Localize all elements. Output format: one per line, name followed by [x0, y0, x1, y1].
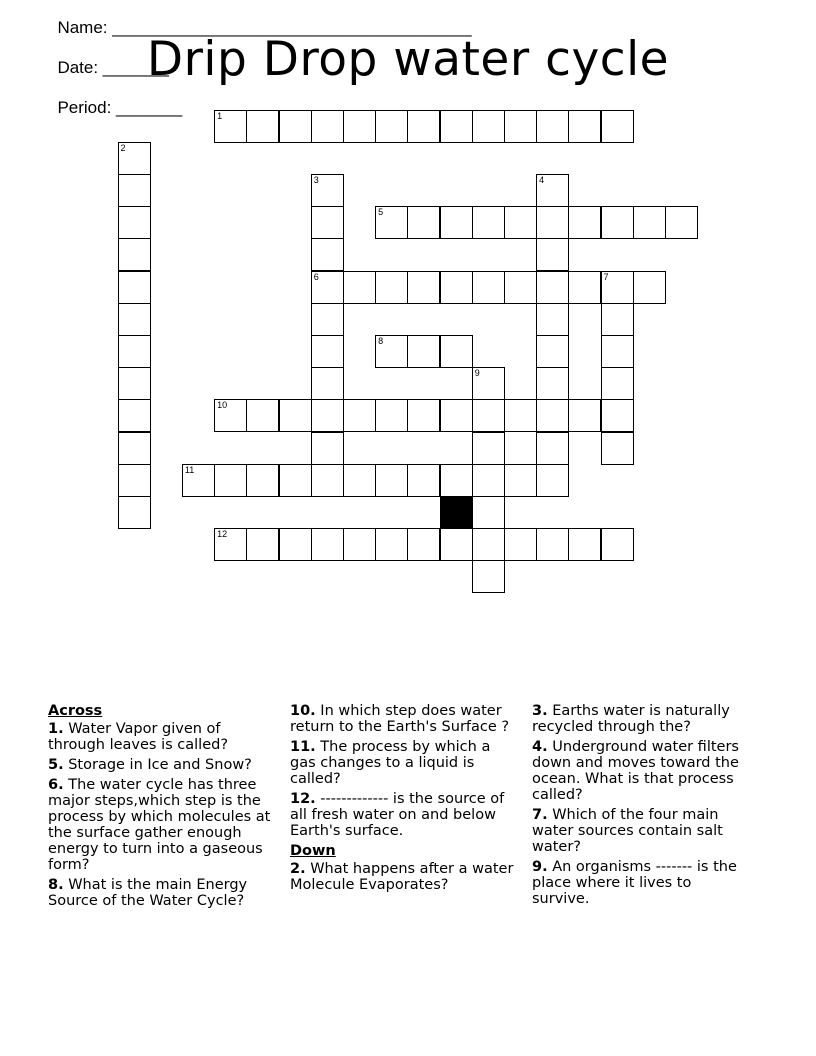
answer-square[interactable] — [568, 399, 601, 432]
clue-number: 9. — [532, 859, 548, 875]
answer-square[interactable] — [375, 271, 408, 304]
answer-square[interactable] — [633, 271, 666, 304]
answer-square[interactable] — [504, 206, 537, 239]
answer-square[interactable] — [601, 432, 634, 465]
answer-square[interactable] — [118, 271, 151, 304]
answer-square[interactable] — [343, 528, 376, 561]
answer-square[interactable] — [118, 142, 151, 175]
answer-square[interactable] — [118, 174, 151, 207]
answer-square[interactable] — [601, 303, 634, 336]
clue-text: Earths water is naturally recycled through the? — [532, 703, 730, 735]
clue-number: 5. — [48, 757, 64, 773]
clue-number-label: 10 — [217, 400, 228, 411]
clue-text: Water Vapor given of through leaves is called? — [48, 721, 229, 753]
answer-square[interactable] — [246, 528, 279, 561]
clue-number: 2. — [290, 861, 306, 877]
answer-square[interactable] — [601, 206, 634, 239]
clue-text: The water cycle has three major steps,which step is the process by which molecules at the surface gather enough energy to turn into a gaseous form? — [48, 777, 271, 873]
answer-square[interactable] — [279, 464, 312, 497]
answer-square[interactable] — [375, 335, 408, 368]
answer-square[interactable] — [246, 399, 279, 432]
clue-down-3 — [532, 703, 747, 735]
clue-number: 11. — [290, 739, 316, 755]
clue-across-12 — [290, 791, 515, 839]
clue-number-label: 11 — [184, 464, 195, 475]
answer-square[interactable] — [472, 560, 505, 593]
clue-text: What happens after a water Molecule Evaporates? — [290, 861, 514, 893]
answer-square[interactable] — [440, 335, 473, 368]
answer-square[interactable] — [472, 432, 505, 465]
answer-square[interactable] — [536, 432, 569, 465]
answer-square[interactable] — [118, 206, 151, 239]
answer-square[interactable] — [536, 206, 569, 239]
clue-number-label: 3 — [313, 174, 319, 185]
answer-square[interactable] — [536, 174, 569, 207]
clue-across-5 — [48, 757, 280, 773]
clue-down-9 — [532, 859, 747, 907]
name-field-label: Name: ______________________________________ — [57, 18, 472, 37]
answer-square[interactable] — [601, 335, 634, 368]
answer-square[interactable] — [311, 303, 344, 336]
clue-text: The process by which a gas changes to a liquid is called? — [290, 739, 491, 787]
answer-square[interactable] — [375, 110, 408, 143]
answer-square[interactable] — [504, 528, 537, 561]
clue-across-10 — [290, 703, 515, 735]
clue-number-label: 5 — [378, 207, 384, 218]
answer-square[interactable] — [375, 528, 408, 561]
clue-down-4 — [532, 739, 747, 803]
clue-across-11 — [290, 739, 515, 787]
answer-square[interactable] — [214, 528, 247, 561]
answer-square[interactable] — [536, 464, 569, 497]
answer-square[interactable] — [214, 464, 247, 497]
clue-number: 7. — [532, 807, 548, 823]
clues-column-2 — [290, 703, 515, 897]
answer-square[interactable] — [601, 528, 634, 561]
answer-square[interactable] — [118, 432, 151, 465]
answer-square[interactable] — [536, 110, 569, 143]
answer-square[interactable] — [440, 528, 473, 561]
answer-square[interactable] — [279, 399, 312, 432]
answer-square[interactable] — [311, 238, 344, 271]
answer-square[interactable] — [311, 432, 344, 465]
answer-square[interactable] — [504, 464, 537, 497]
clue-number: 4. — [532, 739, 548, 755]
clue-down-2 — [290, 861, 515, 893]
answer-square[interactable] — [440, 399, 473, 432]
answer-square[interactable] — [311, 367, 344, 400]
clue-number: 3. — [532, 703, 548, 719]
answer-square[interactable] — [472, 206, 505, 239]
answer-square[interactable] — [311, 335, 344, 368]
answer-square[interactable] — [343, 399, 376, 432]
answer-square[interactable] — [407, 528, 440, 561]
clue-text: ------------- is the source of all fresh water on and below Earth's surface. — [290, 791, 505, 839]
answer-square[interactable] — [311, 464, 344, 497]
answer-square[interactable] — [472, 367, 505, 400]
answer-square[interactable] — [601, 367, 634, 400]
clue-down-7 — [532, 807, 747, 855]
answer-square[interactable] — [536, 303, 569, 336]
answer-square[interactable] — [311, 174, 344, 207]
answer-square[interactable] — [472, 271, 505, 304]
answer-square[interactable] — [536, 238, 569, 271]
answer-square[interactable] — [214, 110, 247, 143]
answer-square[interactable] — [568, 528, 601, 561]
answer-square[interactable] — [407, 399, 440, 432]
answer-square[interactable] — [504, 271, 537, 304]
clue-number-label: 7 — [603, 271, 609, 282]
answer-square[interactable] — [536, 399, 569, 432]
clue-number: 10. — [290, 703, 316, 719]
date-field-label: Date: _______ — [57, 58, 169, 77]
answer-square[interactable] — [375, 399, 408, 432]
clue-number-label: 4 — [539, 174, 545, 185]
answer-square[interactable] — [601, 110, 634, 143]
answer-square[interactable] — [118, 303, 151, 336]
clue-number-label: 9 — [474, 368, 480, 379]
answer-square[interactable] — [601, 271, 634, 304]
answer-square[interactable] — [279, 528, 312, 561]
answer-square[interactable] — [118, 367, 151, 400]
clue-number-label: 8 — [378, 335, 384, 346]
clues-column-1 — [48, 703, 280, 913]
answer-square[interactable] — [407, 206, 440, 239]
answer-square[interactable] — [536, 528, 569, 561]
answer-square[interactable] — [182, 464, 215, 497]
answer-square[interactable] — [343, 110, 376, 143]
answer-square[interactable] — [311, 206, 344, 239]
clue-across-1 — [48, 721, 280, 753]
answer-square[interactable] — [118, 496, 151, 529]
answer-square[interactable] — [407, 464, 440, 497]
down-heading: Down — [290, 843, 336, 859]
clue-text: Which of the four main water sources contain salt water? — [532, 807, 723, 855]
answer-square[interactable] — [536, 271, 569, 304]
clue-across-8 — [48, 877, 280, 909]
answer-square[interactable] — [440, 110, 473, 143]
answer-square[interactable] — [504, 399, 537, 432]
answer-square[interactable] — [440, 271, 473, 304]
clue-number-label: 2 — [120, 142, 126, 153]
answer-square[interactable] — [118, 399, 151, 432]
clue-number-label: 1 — [217, 110, 223, 121]
answer-square[interactable] — [214, 399, 247, 432]
answer-square[interactable] — [472, 464, 505, 497]
clue-text: Underground water filters down and moves toward the ocean. What is that process called? — [532, 739, 739, 803]
answer-square[interactable] — [246, 464, 279, 497]
clue-number: 12. — [290, 791, 316, 807]
answer-square[interactable] — [279, 110, 312, 143]
answer-square[interactable] — [601, 399, 634, 432]
answer-square[interactable] — [118, 464, 151, 497]
answer-square[interactable] — [375, 206, 408, 239]
answer-square[interactable] — [665, 206, 698, 239]
clue-number: 6. — [48, 777, 64, 793]
answer-square[interactable] — [536, 367, 569, 400]
clue-number: 8. — [48, 877, 64, 893]
across-heading: Across — [48, 703, 103, 719]
answer-square[interactable] — [568, 206, 601, 239]
clue-text: In which step does water return to the Earth's Surface ? — [290, 703, 510, 735]
answer-square[interactable] — [118, 238, 151, 271]
answer-square[interactable] — [568, 271, 601, 304]
answer-square[interactable] — [504, 110, 537, 143]
answer-square[interactable] — [311, 528, 344, 561]
answer-square[interactable] — [407, 110, 440, 143]
answer-square[interactable] — [440, 464, 473, 497]
answer-square[interactable] — [311, 399, 344, 432]
answer-square[interactable] — [472, 399, 505, 432]
clue-number-label: 6 — [313, 271, 319, 282]
period-field-label: Period: _______ — [57, 98, 183, 117]
answer-square[interactable] — [311, 110, 344, 143]
clue-text: An organisms ------- is the place where it lives to survive. — [532, 859, 737, 907]
answer-square[interactable] — [343, 271, 376, 304]
answer-square[interactable] — [246, 110, 279, 143]
answer-square[interactable] — [472, 496, 505, 529]
answer-square[interactable] — [472, 110, 505, 143]
puzzle-title: Drip Drop water cycle — [146, 32, 670, 87]
answer-square[interactable] — [118, 335, 151, 368]
clue-text: What is the main Energy Source of the Water Cycle? — [48, 877, 248, 909]
answer-square[interactable] — [343, 464, 376, 497]
answer-square[interactable] — [407, 271, 440, 304]
answer-square[interactable] — [407, 335, 440, 368]
black-square — [440, 496, 473, 529]
clue-number-label: 12 — [217, 529, 228, 540]
answer-square[interactable] — [472, 528, 505, 561]
answer-square[interactable] — [568, 110, 601, 143]
answer-square[interactable] — [633, 206, 666, 239]
answer-square[interactable] — [440, 206, 473, 239]
clue-across-6 — [48, 777, 280, 873]
clue-text: Storage in Ice and Snow? — [63, 757, 252, 773]
clues-column-3 — [532, 703, 747, 911]
clue-number: 1. — [48, 721, 64, 737]
answer-square[interactable] — [536, 335, 569, 368]
answer-square[interactable] — [375, 464, 408, 497]
answer-square[interactable] — [311, 271, 344, 304]
